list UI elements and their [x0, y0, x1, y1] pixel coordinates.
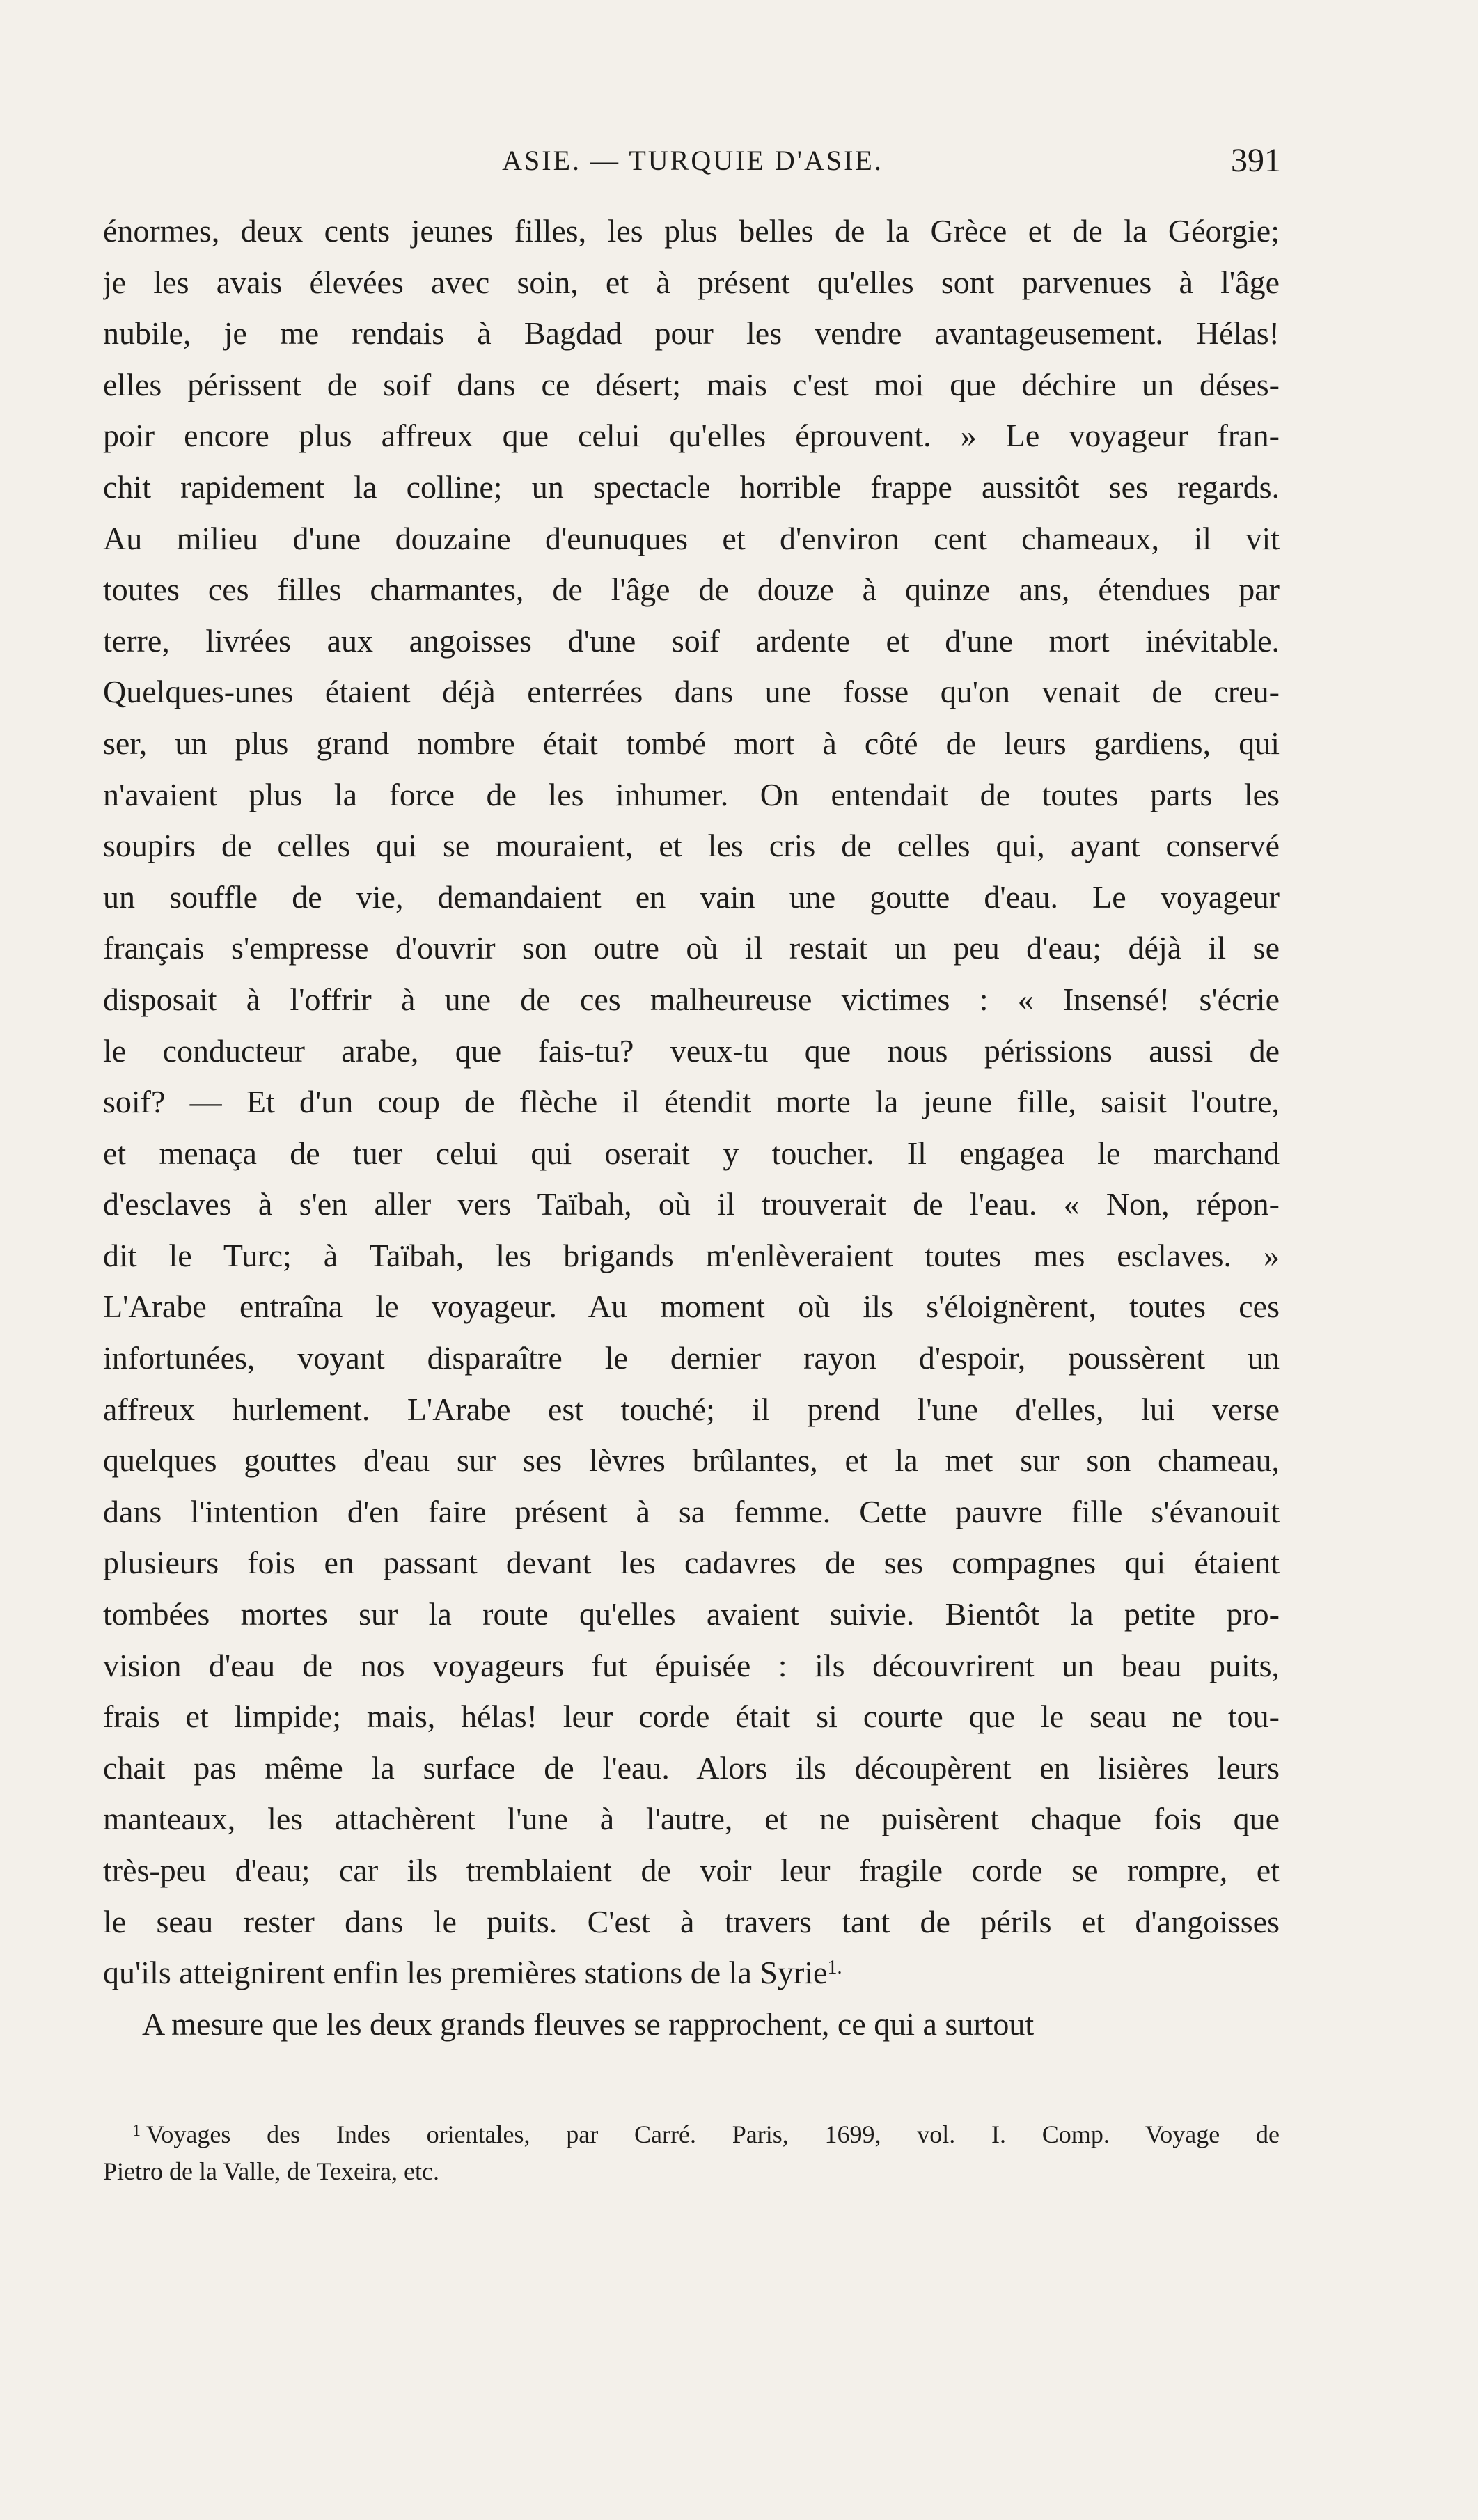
- text-line-content: qu'ils atteignirent enfin les premières stations de la Syrie: [103, 1955, 828, 1991]
- text-line: manteaux, les attachèrent l'une à l'autre, et ne puisèrent chaque fois que: [103, 1801, 1280, 1837]
- text-line: chait pas même la surface de l'eau. Alors ils découpèrent en lisières leurs: [103, 1749, 1280, 1786]
- footnote-line: [103, 2116, 1280, 2153]
- text-line: [103, 1947, 1280, 1999]
- text-line: je les avais élevées avec soin, et à présent qu'elles sont parvenues à l'âge: [103, 264, 1280, 300]
- text-line: un souffle de vie, demandaient en vain une goutte d'eau. Le voyageur: [103, 879, 1280, 915]
- text-line: n'avaient plus la force de les inhumer. On entendait de toutes parts les: [103, 776, 1280, 812]
- text-line: ser, un plus grand nombre était tombé mort à côté de leurs gardiens, qui: [103, 725, 1280, 761]
- text-line: affreux hurlement. L'Arabe est touché; il prend l'une d'elles, lui verse: [103, 1391, 1280, 1427]
- footnote: [103, 2116, 1280, 2190]
- text-line: et menaça de tuer celui qui oserait y toucher. Il engagea le marchand: [103, 1135, 1280, 1171]
- text-line: soupirs de celles qui se mouraient, et les cris de celles qui, ayant conservé: [103, 828, 1280, 864]
- running-head: [104, 136, 1281, 185]
- text-line: terre, livrées aux angoisses d'une soif ardente et d'une mort inévitable.: [103, 622, 1280, 659]
- text-line: nubile, je me rendais à Bagdad pour les vendre avantageusement. Hélas!: [103, 315, 1280, 352]
- text-line: chit rapidement la colline; un spectacle horrible frappe aussitôt ses regards.: [103, 468, 1280, 505]
- text-line: d'esclaves à s'en aller vers Taïbah, où il trouverait de l'eau. « Non, répon-: [103, 1186, 1280, 1222]
- text-line: le conducteur arabe, que fais-tu? veux-tu que nous périssions aussi de: [103, 1032, 1280, 1069]
- text-line: disposait à l'offrir à une de ces malheureuse victimes : « Insensé! s'écrie: [103, 981, 1280, 1017]
- page-number: 391: [1231, 142, 1281, 179]
- text-line: français s'empresse d'ouvrir son outre où il restait un peu d'eau; déjà il se: [103, 930, 1280, 966]
- text-line: plusieurs fois en passant devant les cadavres de ses compagnes qui étaient: [103, 1545, 1280, 1581]
- text-line: Au milieu d'une douzaine d'eunuques et d'environ cent chameaux, il vit: [103, 520, 1280, 556]
- text-line: tombées mortes sur la route qu'elles avaient suivie. Bientôt la petite pro-: [103, 1596, 1280, 1632]
- text-line: très-peu d'eau; car ils tremblaient de voir leur fragile corde se rompre, et: [103, 1852, 1280, 1888]
- main-text: [103, 205, 1280, 2049]
- text-line: infortunées, voyant disparaître le dernier rayon d'espoir, poussèrent un: [103, 1340, 1280, 1376]
- text-line: quelques gouttes d'eau sur ses lèvres brûlantes, et la met sur son chameau,: [103, 1442, 1280, 1479]
- text-line: dans l'intention d'en faire présent à sa femme. Cette pauvre fille s'évanouit: [103, 1493, 1280, 1529]
- text-line: le seau rester dans le puits. C'est à travers tant de périls et d'angoisses: [103, 1903, 1280, 1939]
- text-line: toutes ces filles charmantes, de l'âge de douze à quinze ans, étendues par: [103, 572, 1280, 608]
- text-line: L'Arabe entraîna le voyageur. Au moment où ils s'éloignèrent, toutes ces: [103, 1289, 1280, 1325]
- footnote-marker: 1: [132, 2122, 141, 2140]
- text-line: vision d'eau de nos voyageurs fut épuisée : ils découvrirent un beau puits,: [103, 1647, 1280, 1683]
- text-line: A mesure que les deux grands fleuves se rapprochent, ce qui a surtout: [142, 2006, 1035, 2042]
- text-line: soif? — Et d'un coup de flèche il étendit morte la jeune fille, saisit l'outre,: [103, 1084, 1280, 1120]
- text-line: dit le Turc; à Taïbah, les brigands m'enlèveraient toutes mes esclaves. »: [103, 1237, 1280, 1273]
- footnote-line: Pietro de la Valle, de Texeira, etc.: [103, 2157, 439, 2185]
- running-title: ASIE. — TURQUIE D'ASIE.: [502, 145, 883, 176]
- text-line: elles périssent de soif dans ce désert; mais c'est moi que déchire un déses-: [103, 366, 1280, 402]
- text-line: Quelques-unes étaient déjà enterrées dans une fosse qu'on venait de creu-: [103, 674, 1280, 710]
- text-line: poir encore plus affreux que celui qu'elles éprouvent. » Le voyageur fran-: [103, 418, 1280, 454]
- footnote-text: Voyages des Indes orientales, par Carré. Paris, 1699, vol. I. Comp. Voyage de: [146, 2120, 1280, 2148]
- footnote-reference: 1.: [827, 1957, 842, 1979]
- text-line: énormes, deux cents jeunes filles, les plus belles de la Grèce et de la Géorgie;: [103, 213, 1280, 249]
- text-line: frais et limpide; mais, hélas! leur corde était si courte que le seau ne tou-: [103, 1699, 1280, 1735]
